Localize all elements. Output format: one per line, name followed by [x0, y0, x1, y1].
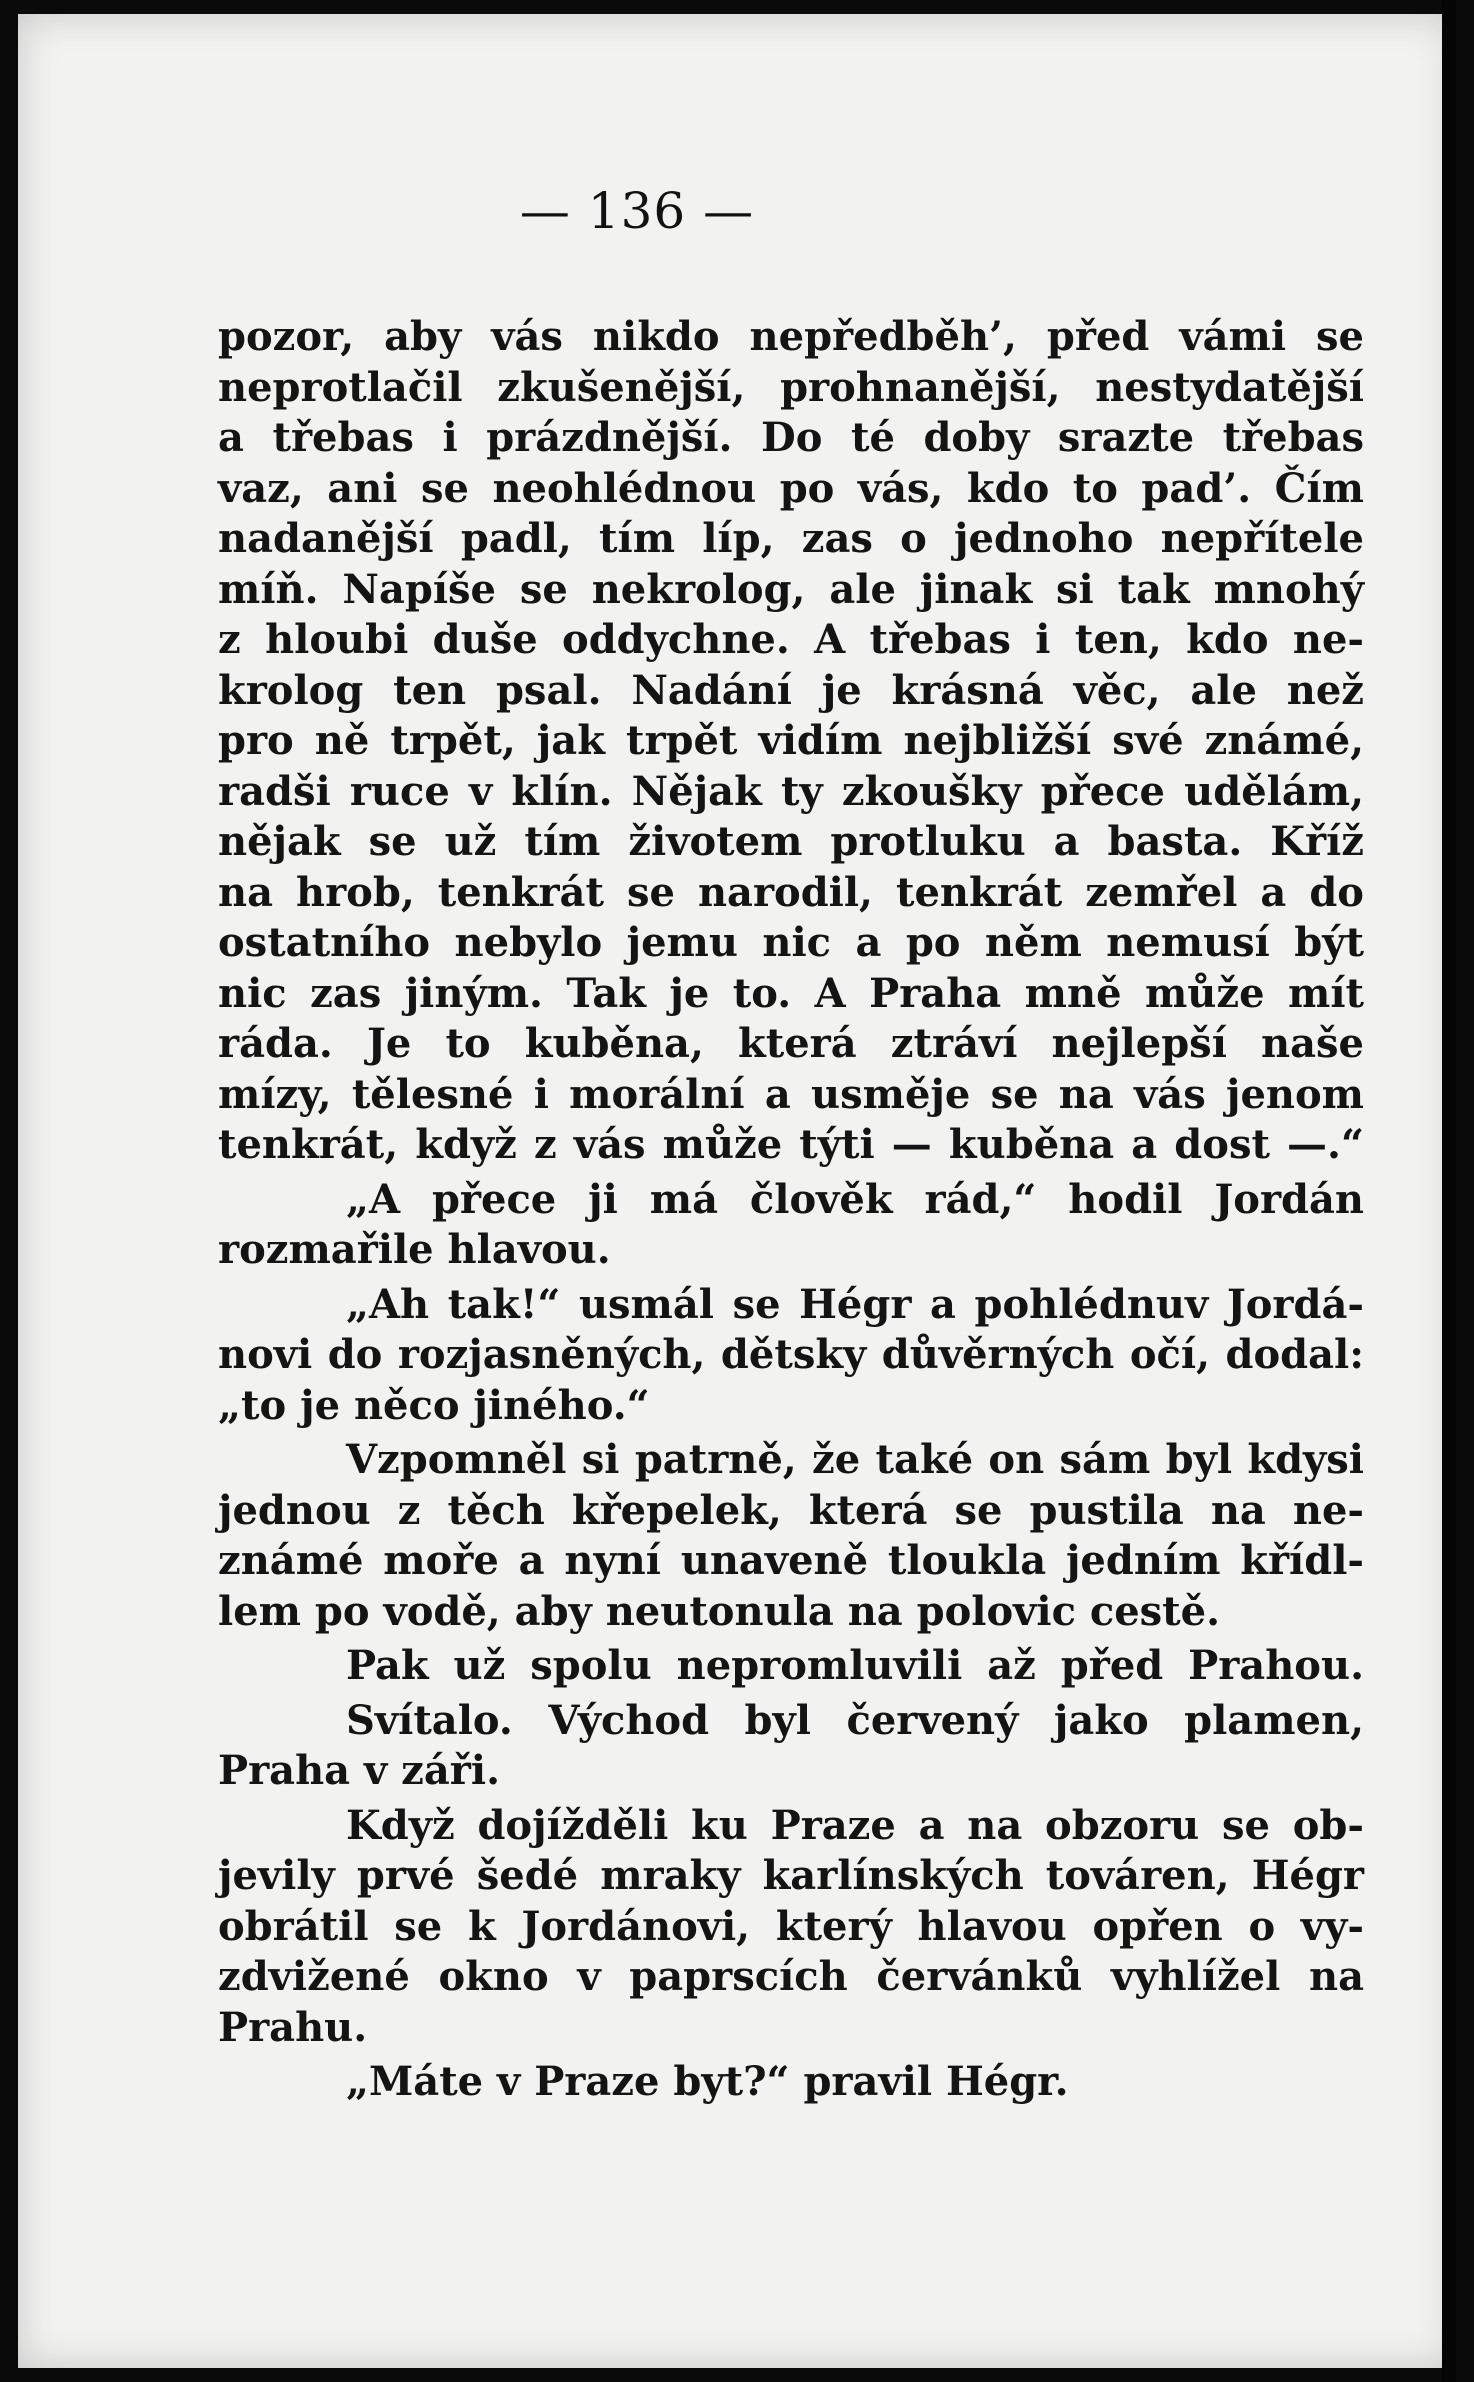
- page-text: [218, 312, 1364, 2108]
- paragraph: [218, 1280, 1364, 1432]
- paragraph: [218, 312, 1364, 1171]
- text-line: „Máte v Praze byt?“ pravil Hégr.: [346, 2058, 1069, 2105]
- text-line: jevily prvé šedé mraky karlínských továren, Hégr: [218, 1852, 1364, 1899]
- paragraph: [218, 2057, 1364, 2108]
- text-line: pozor, aby vás nikdo nepředběh’, před vámi se: [218, 313, 1364, 360]
- page-edge-shadow: [1442, 0, 1456, 2382]
- paragraph: [218, 1435, 1364, 1637]
- text-line: nic zas jiným. Tak je to. A Praha mně může mít: [218, 969, 1364, 1017]
- text-line: „A přece ji má člověk rád,“ hodil Jordán: [346, 1175, 1364, 1223]
- paragraph: [218, 1641, 1364, 1692]
- text-line: radši ruce v klín. Nějak ty zkoušky přece udělám,: [218, 767, 1364, 815]
- book-page: [18, 14, 1456, 2368]
- text-line: jednou z těch křepelek, která se pustila na ne-: [218, 1486, 1364, 1534]
- text-line: rozmařile hlavou.: [218, 1226, 611, 1273]
- text-line: ráda. Je to kuběna, která ztráví nejlepší naše: [218, 1020, 1364, 1067]
- text-line: Svítalo. Východ byl červený jako plamen,: [346, 1696, 1364, 1744]
- text-line: Vzpomněl si patrně, že také on sám byl kdysi: [346, 1436, 1364, 1483]
- text-line: obrátil se k Jordánovi, který hlavou opřen o vy-: [218, 1902, 1364, 1950]
- text-line: Prahu.: [218, 2003, 368, 2051]
- text-line: míň. Napíše se nekrolog, ale jinak si tak mnohý: [218, 565, 1364, 613]
- text-line: novi do rozjasněných, dětsky důvěrných očí, dodal:: [218, 1331, 1364, 1378]
- text-line: nadanější padl, tím líp, zas o jednoho nepřítele: [218, 515, 1364, 562]
- text-line: krolog ten psal. Nadání je krásná věc, ale než: [218, 666, 1364, 714]
- text-line: a třebas i prázdnější. Do té doby srazte třebas: [218, 414, 1364, 461]
- text-line: na hrob, tenkrát se narodil, tenkrát zemřel a do: [218, 868, 1364, 916]
- paragraph: [218, 1175, 1364, 1276]
- paragraph: [218, 1801, 1364, 2054]
- text-line: pro ně trpět, jak trpět vidím nejbližší své známé,: [218, 717, 1364, 764]
- text-line: mízy, tělesné i morální a usměje se na vás jenom: [218, 1070, 1364, 1118]
- text-line: známé moře a nyní unaveně tloukla jedním křídl-: [218, 1537, 1364, 1584]
- text-line: „to je něco jiného.“: [218, 1381, 650, 1429]
- text-line: ostatního nebylo jemu nic a po něm nemusí být: [218, 919, 1364, 966]
- text-line: zdvižené okno v paprscích červánků vyhlížel na: [218, 1953, 1364, 2000]
- paragraph: [218, 1696, 1364, 1797]
- text-line: „Ah tak!“ usmál se Hégr a pohlédnuv Jordá-: [346, 1280, 1364, 1328]
- text-line: Pak už spolu nepromluvili až před Prahou.: [346, 1642, 1364, 1689]
- text-line: Praha v záři.: [218, 1747, 500, 1794]
- text-line: tenkrát, když z vás může týti — kuběna a dost —.“: [218, 1121, 1364, 1168]
- text-line: vaz, ani se neohlédnou po vás, kdo to pad’. Čím: [218, 464, 1364, 512]
- text-line: nějak se už tím životem protluku a basta. Kříž: [218, 818, 1364, 865]
- text-line: Když dojížděli ku Praze a na obzoru se ob-: [346, 1801, 1364, 1849]
- text-line: lem po vodě, aby neutonula na polovic cestě.: [218, 1587, 1221, 1635]
- text-line: z hloubi duše oddychne. A třebas i ten, kdo ne-: [218, 616, 1364, 663]
- text-line: neprotlačil zkušenější, prohnanější, nestydatější: [218, 363, 1364, 411]
- page-number: — 136 —: [519, 182, 755, 240]
